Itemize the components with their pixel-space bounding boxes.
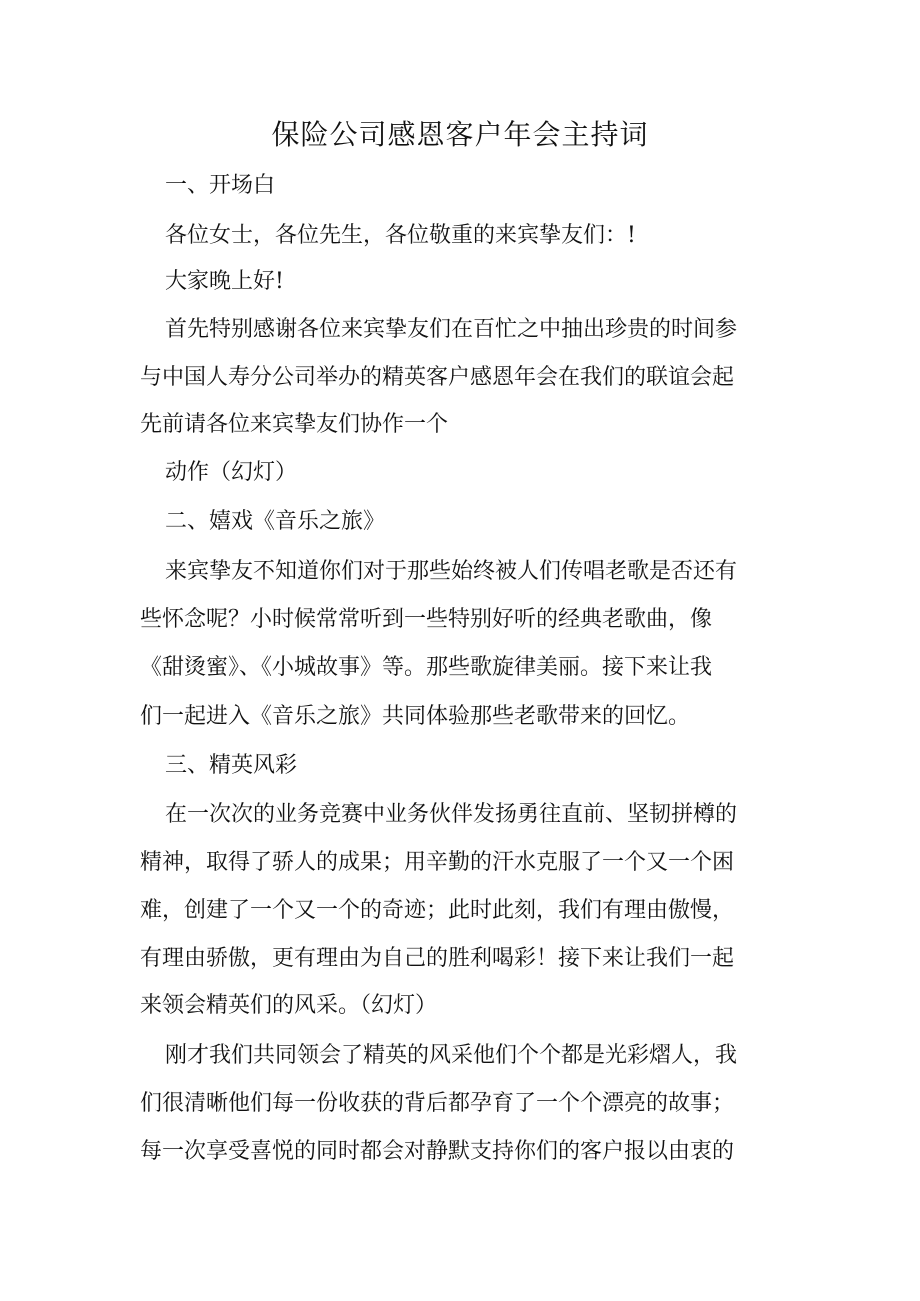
paragraph-line: 刚才我们共同领会了精英的风采他们个个都是光彩熠人，我 — [165, 1043, 738, 1068]
paragraph-line: 来领会精英们的风采。（幻灯） — [140, 993, 438, 1018]
section-heading-elite: 三、精英风彩 — [165, 753, 298, 778]
paragraph-line: 们一起进入《音乐之旅》共同体验那些老歌带来的回忆。 — [140, 704, 691, 729]
paragraph-line: 先前请各位来宾挚友们协作一个 — [140, 412, 449, 437]
paragraph-line: 来宾挚友不知道你们对于那些始终被人们传唱老歌是否还有 — [165, 559, 738, 584]
page-title: 保险公司感恩客户年会主持词 — [271, 118, 649, 151]
paragraph-line: 大家晚上好! — [165, 269, 284, 294]
paragraph-line: 在一次次的业务竞赛中业务伙伴发扬勇往直前、坚韧拼樽的 — [165, 802, 738, 827]
paragraph-line: 些怀念呢？小时候常常听到一些特别好听的经典老歌曲，像 — [140, 607, 713, 632]
paragraph-line: 《甜烫蜜》、《小城故事》等。那些歌旋律美丽。接下来让我 — [140, 655, 713, 680]
section-heading-opening: 一、开场白 — [165, 173, 276, 198]
paragraph-line: 难，创建了一个又一个的奇迹；此时此刻，我们有理由傲慢， — [140, 898, 735, 923]
paragraph-line: 们很清晰他们每一份收获的背后都孕育了一个个漂亮的故事； — [140, 1091, 735, 1116]
paragraph-line: 精神，取得了骄人的成果；用辛勤的汗水克服了一个又一个困 — [140, 850, 735, 875]
paragraph-line: 动作（幻灯） — [165, 460, 298, 485]
paragraph-line: 有理由骄傲，更有理由为自己的胜利喝彩！接下来让我们一起 — [140, 946, 735, 971]
paragraph-line: 每一次享受喜悦的同时都会对静默支持你们的客户报以由衷的 — [140, 1139, 735, 1164]
section-heading-game: 二、嬉戏《音乐之旅》 — [165, 509, 386, 534]
paragraph-line: 与中国人寿分公司举办的精英客户感恩年会在我们的联谊会起 — [140, 365, 735, 390]
paragraph-line: 各位女士，各位先生，各位敬重的来宾挚友们：! — [165, 223, 636, 248]
paragraph-line: 首先特别感谢各位来宾挚友们在百忙之中抽出珍贵的时间参 — [165, 317, 738, 342]
